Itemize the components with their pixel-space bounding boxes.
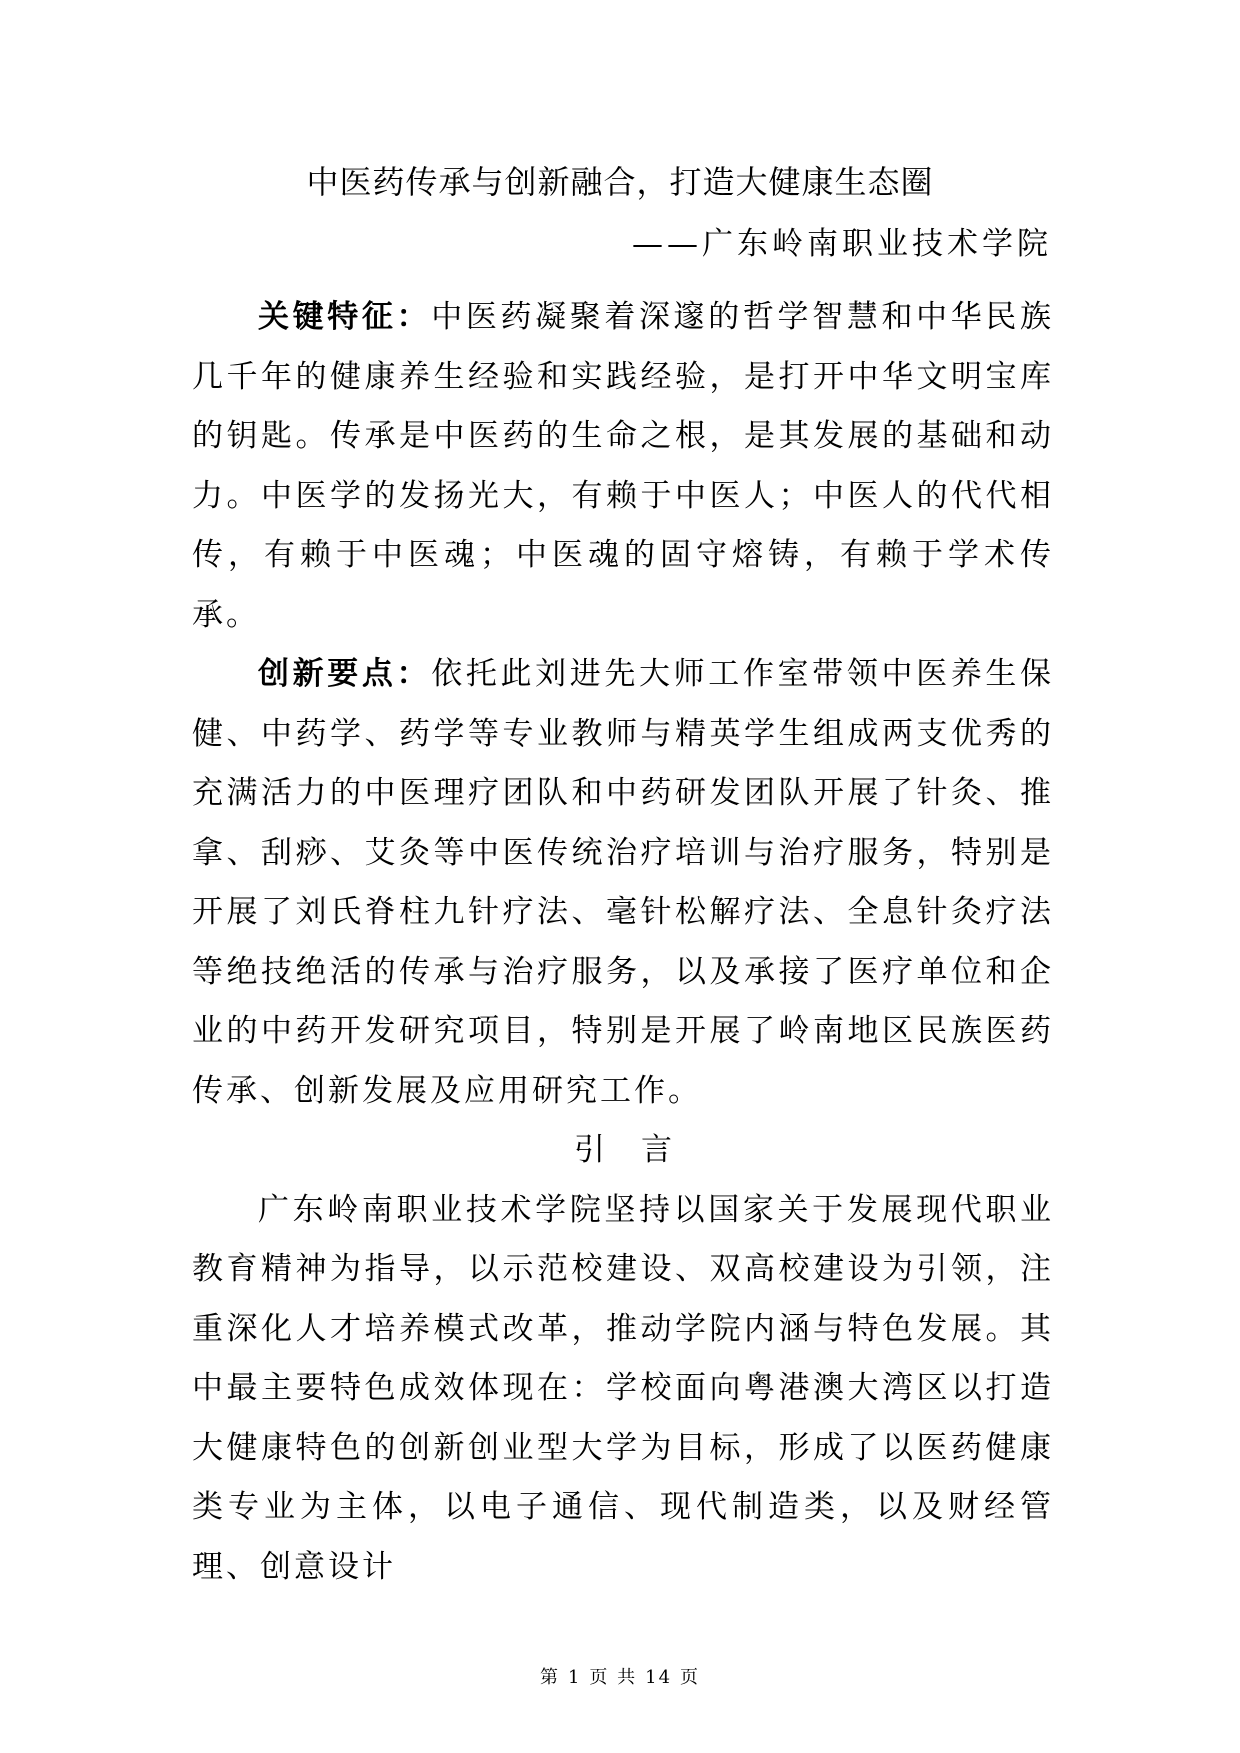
page-footer xyxy=(0,1666,1240,1690)
page-mid: 页 共 xyxy=(589,1667,638,1688)
innovation-text: 依托此刘进先大师工作室带领中医养生保健、中药学、药学等专业教师与精英学生组成两支优秀的充满活力的中医理疗团队和中药研发团队开展了针灸、推拿、刮痧、艾灸等中医传统治疗培训与治疗服务，特别是开展了刘氏脊柱九针疗法、毫针松解疗法、全息针灸疗法等绝技绝活的传承与治疗服务，以及承接了医疗单位和企业的中药开发研究项目，特别是开展了岭南地区民族医药传承、创新发展及应用研究工作。 xyxy=(192,656,1055,1109)
page-prefix: 第 xyxy=(539,1667,560,1688)
page-current: 1 xyxy=(567,1667,582,1688)
key-features-text: 中医药凝聚着深邃的哲学智慧和中华民族几千年的健康养生经验和实践经验，是打开中华文明宝库的钥匙。传承是中医药的生命之根，是其发展的基础和动力。中医学的发扬光大，有赖于中医人；中医人的代代相传，有赖于中医魂；中医魂的固守熔铸，有赖于学术传承。 xyxy=(192,299,1055,633)
document-title: 中医药传承与创新融合，打造大健康生态圈 xyxy=(306,163,934,201)
document-body xyxy=(192,288,1054,1597)
intro-heading: 引言 xyxy=(574,1132,708,1168)
page-total: 14 xyxy=(645,1667,673,1688)
page-suffix: 页 xyxy=(680,1667,701,1688)
innovation-label: 创新要点： xyxy=(258,656,432,692)
innovation-paragraph xyxy=(192,645,1054,1121)
key-features-label: 关键特征： xyxy=(258,299,432,335)
intro-paragraph: 广东岭南职业技术学院坚持以国家关于发展现代职业教育精神为指导，以示范校建设、双高校建设为引领，注重深化人才培养模式改革，推动学院内涵与特色发展。其中最主要特色成效体现在：学校面向粤港澳大湾区以打造大健康特色的创新创业型大学为目标，形成了以医药健康类专业为主体，以电子通信、现代制造类，以及财经管理、创意设计 xyxy=(192,1191,1054,1585)
key-features-paragraph xyxy=(192,288,1054,645)
document-subtitle: ——广东岭南职业技术学院 xyxy=(632,226,1052,262)
